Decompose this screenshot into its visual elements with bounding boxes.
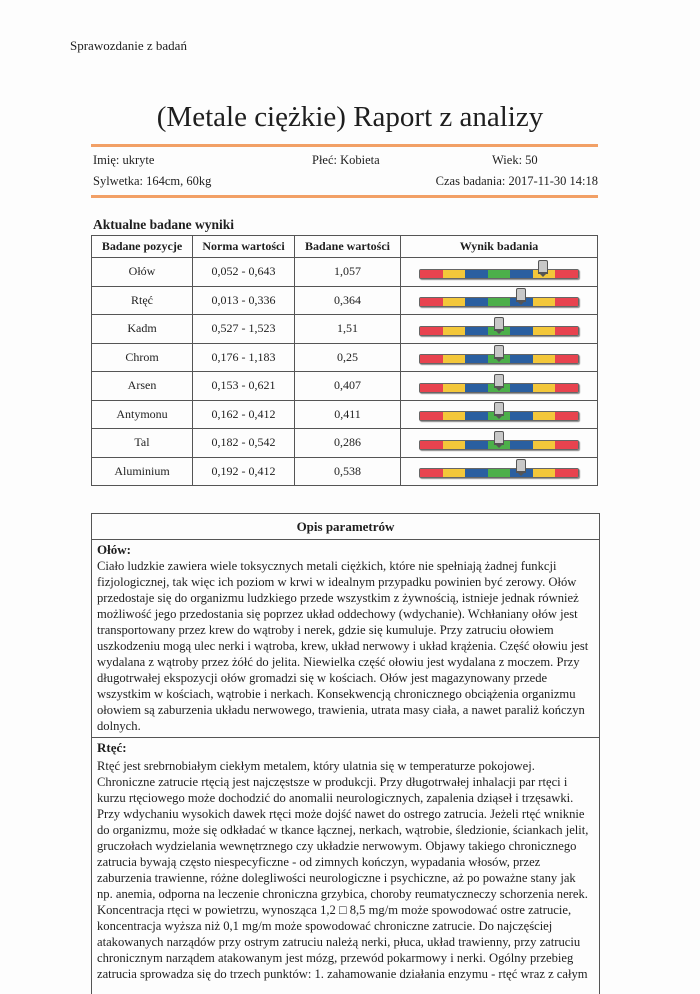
results-table — [91, 235, 598, 486]
gauge-segment — [443, 327, 466, 335]
description-heading: Rtęć: — [97, 740, 127, 755]
gauge-segment — [555, 384, 578, 392]
gauge-segment — [465, 412, 488, 420]
cell-item: Chrom — [92, 343, 193, 372]
cell-value: 0,407 — [295, 372, 401, 401]
gauge-segment — [510, 270, 533, 278]
gauge-segment — [465, 270, 488, 278]
description-text: Ciało ludzkie zawiera wiele toksycznych metali ciężkich, które nie spełniają żadnej funkcji fizjologicznej, tak więc ich poziom w krwi w idealnym przypadku powinien być zerowy. Ołów przedostaje się do organizmu ludzkiego przede wszystkim z żywnością, istnieje jednak również możliwość jego przedostania się poprzez układ oddechowy (wdychanie). Wchłaniany ołów jest transportowany przez krew do wątroby i nerek, gdzie się kumuluje. Przy zatruciu ołowiem uszkodzeniu mogą ulec nerki i wątroba, krew, układ nerwowy i układ krążenia. Część ołowiu jest wydalana z wątroby przez żółć do jelita. Niewielka część ołowiu jest wydalana z moczem. Przy długotrwałej ekspozycji ołów gromadzi się w kościach. Ołów jest magazynowany przede wszystkim w kościach, wątrobie i nerkach. Konsekwencją chronicznego obciążenia organizmu ołowiem są zaburzenia układu nerwowego, trawienia, utrata masy ciała, a nawet paraliż kończyn dolnych. — [97, 559, 589, 733]
divider-top — [91, 144, 598, 147]
cell-item: Aluminium — [92, 457, 193, 486]
gauge-segment — [465, 441, 488, 449]
gauge-marker-icon — [538, 260, 548, 274]
patient-body: Sylwetka: 164cm, 60kg — [93, 174, 212, 188]
cell-value: 0,538 — [295, 457, 401, 486]
gauge-segment — [443, 469, 466, 477]
gauge-segment — [555, 270, 578, 278]
cell-norm: 0,192 - 0,412 — [193, 457, 295, 486]
gauge-segment — [443, 298, 466, 306]
gauge-segment — [420, 270, 443, 278]
cell-norm: 0,182 - 0,542 — [193, 429, 295, 458]
cell-value: 1,51 — [295, 315, 401, 344]
divider-bottom — [91, 195, 598, 198]
table-row — [92, 457, 598, 486]
gauge-marker-icon — [494, 317, 504, 331]
cell-result-gauge — [401, 258, 598, 287]
table-row — [92, 429, 598, 458]
gauge-segment — [555, 298, 578, 306]
cell-item: Kadm — [92, 315, 193, 344]
cell-result-gauge — [401, 372, 598, 401]
gauge-segment — [420, 298, 443, 306]
header-norm: Norma wartości — [193, 236, 295, 258]
gauge-segment — [533, 384, 556, 392]
description-block-olow — [92, 540, 599, 738]
description-heading: Ołów: — [97, 542, 131, 557]
result-gauge — [419, 297, 579, 307]
gauge-segment — [555, 469, 578, 477]
gauge-segment — [465, 469, 488, 477]
table-row — [92, 286, 598, 315]
gauge-segment — [510, 441, 533, 449]
gauge-segment — [533, 412, 556, 420]
table-row — [92, 400, 598, 429]
cell-norm: 0,176 - 1,183 — [193, 343, 295, 372]
gauge-segment — [510, 384, 533, 392]
result-gauge — [419, 326, 579, 336]
gauge-segment — [533, 327, 556, 335]
gauge-segment — [465, 384, 488, 392]
gauge-segment — [488, 298, 511, 306]
gauge-marker-icon — [516, 288, 526, 302]
header-value: Badane wartości — [295, 236, 401, 258]
cell-result-gauge — [401, 315, 598, 344]
gauge-segment — [533, 298, 556, 306]
gauge-marker-icon — [494, 402, 504, 416]
gauge-segment — [533, 469, 556, 477]
cell-value: 0,364 — [295, 286, 401, 315]
gauge-segment — [420, 384, 443, 392]
gauge-marker-icon — [494, 374, 504, 388]
gauge-segment — [555, 355, 578, 363]
gauge-segment — [420, 355, 443, 363]
cell-value: 1,057 — [295, 258, 401, 287]
gauge-segment — [443, 355, 466, 363]
parameter-description — [91, 513, 600, 994]
result-gauge — [419, 411, 579, 421]
cell-norm: 0,052 - 0,643 — [193, 258, 295, 287]
results-header-row — [92, 236, 598, 258]
gauge-marker-icon — [516, 459, 526, 473]
table-row — [92, 343, 598, 372]
patient-gender: Płeć: Kobieta — [312, 153, 380, 167]
gauge-segment — [420, 441, 443, 449]
cell-result-gauge — [401, 343, 598, 372]
result-gauge — [419, 440, 579, 450]
result-gauge — [419, 468, 579, 478]
cell-item: Ołów — [92, 258, 193, 287]
table-row — [92, 315, 598, 344]
gauge-segment — [488, 469, 511, 477]
gauge-segment — [555, 441, 578, 449]
result-gauge — [419, 383, 579, 393]
gauge-segment — [420, 412, 443, 420]
patient-name: Imię: ukryte — [93, 153, 155, 167]
gauge-segment — [420, 469, 443, 477]
gauge-segment — [465, 298, 488, 306]
cell-norm: 0,153 - 0,621 — [193, 372, 295, 401]
cell-item: Arsen — [92, 372, 193, 401]
running-header: Sprawozdanie z badań — [70, 38, 187, 53]
gauge-segment — [443, 441, 466, 449]
cell-value: 0,286 — [295, 429, 401, 458]
gauge-segment — [443, 384, 466, 392]
gauge-segment — [555, 327, 578, 335]
cell-item: Antymonu — [92, 400, 193, 429]
gauge-segment — [420, 327, 443, 335]
gauge-segment — [533, 355, 556, 363]
result-gauge — [419, 269, 579, 279]
cell-norm: 0,013 - 0,336 — [193, 286, 295, 315]
exam-time: Czas badania: 2017-11-30 14:18 — [435, 174, 598, 188]
gauge-segment — [510, 355, 533, 363]
description-title: Opis parametrów — [92, 514, 599, 540]
gauge-segment — [443, 270, 466, 278]
cell-norm: 0,162 - 0,412 — [193, 400, 295, 429]
gauge-marker-icon — [494, 431, 504, 445]
gauge-segment — [443, 412, 466, 420]
gauge-segment — [533, 441, 556, 449]
description-text: Rtęć jest srebrnobiałym ciekłym metalem, który ulatnia się w temperaturze pokojowej. Chroniczne zatrucie rtęcią jest najczęstsze w produkcji. Przy długotrwałej inhalacji par rtęci i kurzu rtęciowego może dochodzić do anomalii neurologicznych, zapalenia dziąseł i trzęsawki. Przy wdychaniu wysokich dawek rtęci może dojść nawet do ostrego zatrucia. Jeżeli rtęć wniknie do organizmu, może się odkładać w tkance łącznej, nerkach, wątrobie, śledzionie, ściankach jelit, gruczołach wydzielania wewnętrznego czy układzie nerwowym. Objawy takiego chronicznego zatrucia bywają często niespecyficzne - od zimnych kończyn, wypadania włosów, przez zaburzenia trawienne, różne dolegliwości neurologiczne i psychiczne, aż po poważne stany jak np. anemia, odporna na leczenie chroniczna grzybica, choroby reumatyczneczy schorzenia nerek. Koncentracja rtęci w powietrzu, wynosząca 1,2 □ 8,5 mg/m może spowodować ostre zatrucie, koncentracja wyższa niż 0,1 mg/m może spowodować chroniczne zatrucie. Do najczęściej atakowanych narządów przy ostrym zatruciu należą nerki, płuca, układ trawienny, przy zatruciu chronicznym narządem atakowanym jest mózg, przewód pokarmowy i nerki. Ogólny przebieg zatrucia sprowadza się do trzech punktów: 1. zahamowanie działania enzymu - rtęć wraz z całym — [97, 759, 589, 981]
cell-result-gauge — [401, 400, 598, 429]
gauge-segment — [510, 327, 533, 335]
header-result: Wynik badania — [401, 236, 598, 258]
cell-result-gauge — [401, 429, 598, 458]
gauge-marker-icon — [494, 345, 504, 359]
cell-result-gauge — [401, 457, 598, 486]
cell-value: 0,411 — [295, 400, 401, 429]
cell-norm: 0,527 - 1,523 — [193, 315, 295, 344]
gauge-segment — [555, 412, 578, 420]
result-gauge — [419, 354, 579, 364]
cell-value: 0,25 — [295, 343, 401, 372]
header-item: Badane pozycje — [92, 236, 193, 258]
description-block-rtec — [92, 738, 599, 985]
cell-item: Tal — [92, 429, 193, 458]
table-row — [92, 372, 598, 401]
cell-result-gauge — [401, 286, 598, 315]
table-row — [92, 258, 598, 287]
patient-age: Wiek: 50 — [492, 153, 538, 167]
report-title: (Metale ciężkie) Raport z analizy — [156, 101, 544, 133]
results-section-title: Aktualne badane wyniki — [93, 217, 235, 232]
gauge-segment — [488, 270, 511, 278]
gauge-segment — [510, 412, 533, 420]
cell-item: Rtęć — [92, 286, 193, 315]
gauge-segment — [465, 355, 488, 363]
gauge-segment — [465, 327, 488, 335]
